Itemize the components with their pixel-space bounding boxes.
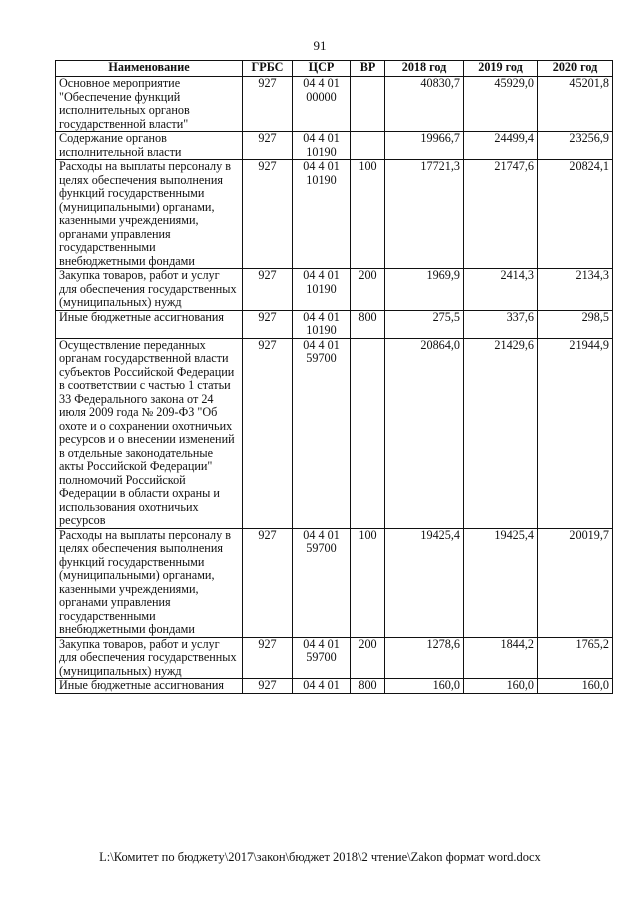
row-2019: 1844,2 bbox=[464, 637, 538, 679]
row-2018: 275,5 bbox=[385, 310, 464, 338]
row-name: Закупка товаров, работ и услуг для обеспечения государственных (муниципальных) нужд bbox=[56, 637, 243, 679]
row-csr: 04 4 01 10190 bbox=[293, 269, 351, 311]
row-vr: 200 bbox=[351, 637, 385, 679]
row-csr: 04 4 01 10190 bbox=[293, 132, 351, 160]
row-vr: 800 bbox=[351, 310, 385, 338]
row-csr: 04 4 01 10190 bbox=[293, 310, 351, 338]
row-2020: 2134,3 bbox=[538, 269, 613, 311]
table-row bbox=[56, 160, 613, 269]
row-2018: 160,0 bbox=[385, 679, 464, 694]
row-name: Иные бюджетные ассигнования bbox=[56, 310, 243, 338]
row-2018: 1969,9 bbox=[385, 269, 464, 311]
header-2018: 2018 год bbox=[385, 61, 464, 77]
row-2019: 21429,6 bbox=[464, 338, 538, 528]
table-row bbox=[56, 269, 613, 311]
row-vr: 200 bbox=[351, 269, 385, 311]
row-csr: 04 4 01 59700 bbox=[293, 637, 351, 679]
row-name: Расходы на выплаты персоналу в целях обеспечения выполнения функций государственными (муниципальными) органами, казенными учреждениями, органами управления государственными внебюджетными фондами bbox=[56, 160, 243, 269]
row-2020: 21944,9 bbox=[538, 338, 613, 528]
row-grbs: 927 bbox=[243, 132, 293, 160]
row-2020: 160,0 bbox=[538, 679, 613, 694]
table-header-row bbox=[56, 61, 613, 77]
row-2018: 40830,7 bbox=[385, 77, 464, 132]
row-grbs: 927 bbox=[243, 637, 293, 679]
row-2018: 19966,7 bbox=[385, 132, 464, 160]
row-name: Осуществление переданных органам государственной власти субъектов Российской Федерации в соответствии с частью 1 статьи 33 Федерального закона от 24 июля 2009 года № 209-ФЗ "Об охоте и о сохранении охотничьих ресурсов и о внесении изменений в отдельные законодательные акты Российской Федерации" полномочий Российской Федерации в области охраны и использования охотничьих ресурсов bbox=[56, 338, 243, 528]
header-grbs: ГРБС bbox=[243, 61, 293, 77]
header-name: Наименование bbox=[56, 61, 243, 77]
row-2018: 19425,4 bbox=[385, 528, 464, 637]
row-name: Закупка товаров, работ и услуг для обеспечения государственных (муниципальных) нужд bbox=[56, 269, 243, 311]
header-2020: 2020 год bbox=[538, 61, 613, 77]
row-vr bbox=[351, 132, 385, 160]
row-name: Расходы на выплаты персоналу в целях обеспечения выполнения функций государственными (муниципальными) органами, казенными учреждениями, органами управления государственными внебюджетными фондами bbox=[56, 528, 243, 637]
row-vr bbox=[351, 77, 385, 132]
row-grbs: 927 bbox=[243, 269, 293, 311]
row-grbs: 927 bbox=[243, 528, 293, 637]
table-row bbox=[56, 637, 613, 679]
table-row bbox=[56, 132, 613, 160]
document-path-footer: L:\Комитет по бюджету\2017\закон\бюджет 2018\2 чтение\Zakon формат word.docx bbox=[99, 850, 541, 864]
row-2018: 20864,0 bbox=[385, 338, 464, 528]
budget-table bbox=[55, 60, 613, 694]
header-csr: ЦСР bbox=[293, 61, 351, 77]
row-name: Содержание органов исполнительной власти bbox=[56, 132, 243, 160]
row-2019: 21747,6 bbox=[464, 160, 538, 269]
row-csr: 04 4 01 bbox=[293, 679, 351, 694]
row-vr: 100 bbox=[351, 160, 385, 269]
row-2019: 24499,4 bbox=[464, 132, 538, 160]
row-name: Иные бюджетные ассигнования bbox=[56, 679, 243, 694]
row-2020: 23256,9 bbox=[538, 132, 613, 160]
row-2019: 45929,0 bbox=[464, 77, 538, 132]
table-row bbox=[56, 310, 613, 338]
row-csr: 04 4 01 59700 bbox=[293, 528, 351, 637]
table-row bbox=[56, 528, 613, 637]
row-2019: 160,0 bbox=[464, 679, 538, 694]
row-2020: 20019,7 bbox=[538, 528, 613, 637]
row-grbs: 927 bbox=[243, 77, 293, 132]
row-vr: 800 bbox=[351, 679, 385, 694]
row-csr: 04 4 01 00000 bbox=[293, 77, 351, 132]
row-grbs: 927 bbox=[243, 160, 293, 269]
row-2020: 45201,8 bbox=[538, 77, 613, 132]
page-number: 91 bbox=[313, 38, 327, 53]
row-2019: 337,6 bbox=[464, 310, 538, 338]
table-row bbox=[56, 338, 613, 528]
table-row bbox=[56, 679, 613, 694]
row-2020: 298,5 bbox=[538, 310, 613, 338]
row-grbs: 927 bbox=[243, 338, 293, 528]
row-2019: 2414,3 bbox=[464, 269, 538, 311]
header-vr: ВР bbox=[351, 61, 385, 77]
row-grbs: 927 bbox=[243, 310, 293, 338]
row-2020: 20824,1 bbox=[538, 160, 613, 269]
row-2019: 19425,4 bbox=[464, 528, 538, 637]
row-csr: 04 4 01 59700 bbox=[293, 338, 351, 528]
row-name: Основное мероприятие "Обеспечение функций исполнительных органов государственной власти" bbox=[56, 77, 243, 132]
row-2018: 17721,3 bbox=[385, 160, 464, 269]
row-2018: 1278,6 bbox=[385, 637, 464, 679]
row-vr: 100 bbox=[351, 528, 385, 637]
row-2020: 1765,2 bbox=[538, 637, 613, 679]
header-2019: 2019 год bbox=[464, 61, 538, 77]
row-csr: 04 4 01 10190 bbox=[293, 160, 351, 269]
row-vr bbox=[351, 338, 385, 528]
table-row bbox=[56, 77, 613, 132]
row-grbs: 927 bbox=[243, 679, 293, 694]
